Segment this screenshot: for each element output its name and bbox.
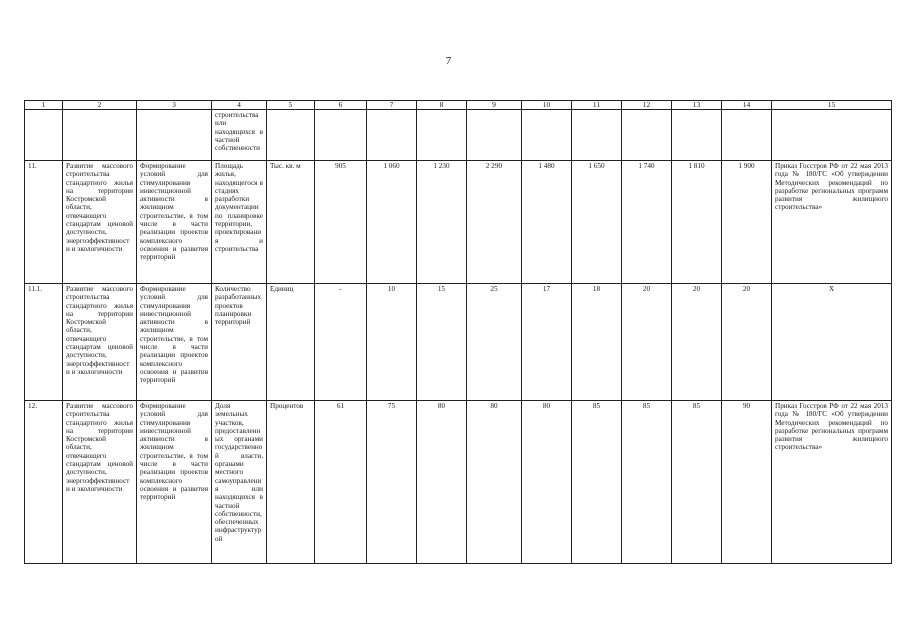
value-cell: 20 [672, 284, 722, 401]
value-cell: 1 230 [417, 161, 467, 284]
row-number-cell: 11.1. [25, 284, 63, 401]
source-cell: Х [772, 284, 892, 401]
value-cell: 61 [315, 401, 367, 564]
value-cell: 25 [467, 284, 522, 401]
value-cell: 75 [367, 401, 417, 564]
header-cell: 10 [522, 101, 572, 110]
value-cell [572, 110, 622, 161]
indicators-table [24, 100, 892, 564]
value-cell [467, 110, 522, 161]
source-cell: Приказ Госстроя РФ от 22 мая 2013 года № 180/ГС «Об утверждении Методических рекомендаций по разработке региональных программ развития жилищного строительства» [772, 401, 892, 564]
indicator-cell: Доля земельных участков, предоставленных органами государственной власти, органами местного самоуправления или находящихся в частной собственности, обеспеченных инфраструктурой [212, 401, 267, 564]
indicator-cell: строительства или находящихся в частной собственности [212, 110, 267, 161]
value-cell: 10 [367, 284, 417, 401]
value-cell [417, 110, 467, 161]
table-row [25, 161, 892, 284]
header-cell: 8 [417, 101, 467, 110]
goal-cell: Развитие массового строительства стандартного жилья на территории Костромской области, отвечающего стандартам ценовой доступности, энергоэффективности и экологичности [63, 284, 137, 401]
header-cell: 11 [572, 101, 622, 110]
value-cell: 85 [572, 401, 622, 564]
goal-cell: Развитие массового строительства стандартного жилья на территории Костромской области, отвечающего стандартам ценовой доступности, энергоэффективности и экологичности [63, 161, 137, 284]
header-cell: 15 [772, 101, 892, 110]
task-cell: Формирование условий для стимулирования инвестиционной активности в жилищном строительстве, в том числе в части реализации проектов комплексного освоения и развития территорий [137, 401, 212, 564]
row-number-cell [25, 110, 63, 161]
unit-cell: Единиц [267, 284, 315, 401]
table-header-row [25, 101, 892, 110]
goal-cell [63, 110, 137, 161]
value-cell: 1 650 [572, 161, 622, 284]
value-cell [367, 110, 417, 161]
source-cell: Приказ Госстроя РФ от 22 мая 2013 года № 180/ГС «Об утверждении Методических рекомендаций по разработке региональных программ развития жилищного строительства» [772, 161, 892, 284]
value-cell: 17 [522, 284, 572, 401]
value-cell: 18 [572, 284, 622, 401]
header-cell: 1 [25, 101, 63, 110]
value-cell: 80 [467, 401, 522, 564]
value-cell: 1 810 [672, 161, 722, 284]
header-cell: 12 [622, 101, 672, 110]
unit-cell [267, 110, 315, 161]
value-cell: 1 060 [367, 161, 417, 284]
task-cell: Формирование условий для стимулирования инвестиционной активности в жилищном строительстве, в том числе в части реализации проектов комплексного освоения и развития территорий [137, 284, 212, 401]
header-cell: 13 [672, 101, 722, 110]
value-cell: 2 290 [467, 161, 522, 284]
value-cell: 85 [622, 401, 672, 564]
value-cell: 20 [722, 284, 772, 401]
table-row [25, 284, 892, 401]
value-cell: 80 [522, 401, 572, 564]
header-cell: 14 [722, 101, 772, 110]
header-cell: 5 [267, 101, 315, 110]
header-cell: 9 [467, 101, 522, 110]
value-cell [522, 110, 572, 161]
value-cell: 90 [722, 401, 772, 564]
page-number: 7 [445, 55, 452, 67]
value-cell: 905 [315, 161, 367, 284]
header-cell: 7 [367, 101, 417, 110]
value-cell [622, 110, 672, 161]
header-cell: 6 [315, 101, 367, 110]
value-cell: 85 [672, 401, 722, 564]
indicator-cell: Площадь жилья, находящегося в стадиях разработки документации по планировке территории, проектирования и строительства [212, 161, 267, 284]
value-cell: 80 [417, 401, 467, 564]
task-cell [137, 110, 212, 161]
value-cell [722, 110, 772, 161]
value-cell: 1 480 [522, 161, 572, 284]
header-cell: 2 [63, 101, 137, 110]
table-row [25, 110, 892, 161]
unit-cell: Тыс. кв. м [267, 161, 315, 284]
value-cell: 1 900 [722, 161, 772, 284]
unit-cell: Процентов [267, 401, 315, 564]
task-cell: Формирование условий для стимулирования инвестиционной активности в жилищном строительстве, в том числе в части реализации проектов комплексного освоения и развития территорий [137, 161, 212, 284]
value-cell: 15 [417, 284, 467, 401]
value-cell: 1 740 [622, 161, 672, 284]
value-cell: - [315, 284, 367, 401]
row-number-cell: 11. [25, 161, 63, 284]
row-number-cell: 12. [25, 401, 63, 564]
header-cell: 4 [212, 101, 267, 110]
source-cell [772, 110, 892, 161]
table-row [25, 401, 892, 564]
goal-cell: Развитие массового строительства стандартного жилья на территории Костромской области, отвечающего стандартам ценовой доступности, энергоэффективности и экологичности [63, 401, 137, 564]
value-cell [315, 110, 367, 161]
header-cell: 3 [137, 101, 212, 110]
value-cell [672, 110, 722, 161]
indicator-cell: Количество разработанных проектов планировки территорий [212, 284, 267, 401]
value-cell: 20 [622, 284, 672, 401]
